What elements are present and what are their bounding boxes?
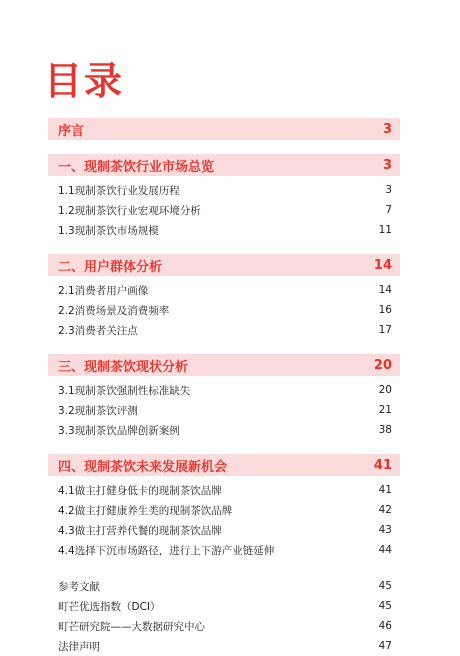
toc-entry-research-institute[interactable]	[48, 616, 400, 636]
section-page: 20	[373, 357, 392, 373]
entry-label: 4.3做主打营养代餐的现制茶饮品牌	[58, 524, 222, 537]
section-page: 41	[373, 457, 392, 473]
entry-page: 47	[378, 640, 392, 652]
entry-label: 3.2现制茶饮评测	[58, 404, 138, 417]
section-page: 3	[382, 157, 392, 173]
entry-label: 4.2做主打健康养生类的现制茶饮品牌	[58, 504, 233, 517]
toc-entry-legal[interactable]	[48, 636, 400, 656]
toc-entry[interactable]	[48, 200, 400, 220]
toc-section-2[interactable]	[48, 254, 400, 276]
entry-page: 21	[378, 404, 392, 416]
entry-label: 1.2现制茶饮行业宏观环境分析	[58, 204, 201, 217]
entry-page: 45	[378, 600, 392, 612]
entry-page: 7	[385, 204, 392, 216]
entry-label: 2.2消费场景及消费频率	[58, 304, 170, 317]
section-page: 14	[373, 257, 392, 273]
toc-entry[interactable]	[48, 300, 400, 320]
entry-label: 1.1现制茶饮行业发展历程	[58, 184, 180, 197]
table-of-contents	[48, 118, 400, 656]
entry-page: 38	[378, 424, 392, 436]
entry-page: 14	[378, 284, 392, 296]
toc-entry[interactable]	[48, 520, 400, 540]
entry-page: 16	[378, 304, 392, 316]
entry-label: 3.3现制茶饮品牌创新案例	[58, 424, 180, 437]
entry-label: 町芒研究院——大数据研究中心	[58, 620, 205, 633]
entry-label: 1.3现制茶饮市场规模	[58, 224, 159, 237]
section-title: 序言	[58, 123, 85, 139]
section-title: 三、现制茶饮现状分析	[58, 359, 189, 375]
entry-label: 2.1消费者用户画像	[58, 284, 149, 297]
entry-page: 45	[378, 580, 392, 592]
toc-entry[interactable]	[48, 500, 400, 520]
entry-page: 11	[378, 224, 392, 236]
section-title: 二、用户群体分析	[58, 259, 163, 275]
toc-entry[interactable]	[48, 180, 400, 200]
entry-label: 4.1做主打健身低卡的现制茶饮品牌	[58, 484, 222, 497]
toc-entry[interactable]	[48, 380, 400, 400]
section-page: 3	[382, 121, 392, 137]
entry-page: 42	[378, 504, 392, 516]
toc-entry[interactable]	[48, 480, 400, 500]
entry-label: 2.3消费者关注点	[58, 324, 138, 337]
entry-label: 町芒优选指数（DCI）	[58, 600, 161, 613]
entry-page: 43	[378, 524, 392, 536]
toc-entry[interactable]	[48, 420, 400, 440]
entry-page: 46	[378, 620, 392, 632]
toc-section-4[interactable]	[48, 454, 400, 476]
toc-entry[interactable]	[48, 320, 400, 340]
toc-entry[interactable]	[48, 540, 400, 560]
toc-entry[interactable]	[48, 280, 400, 300]
toc-entry[interactable]	[48, 220, 400, 240]
entry-label: 3.1现制茶饮强制性标准缺失	[58, 384, 191, 397]
entry-page: 41	[378, 484, 392, 496]
toc-entry[interactable]	[48, 400, 400, 420]
section-title: 一、现制茶饮行业市场总览	[58, 159, 215, 175]
toc-appendix	[48, 576, 400, 656]
page-title: 目录	[44, 59, 125, 103]
toc-entry-references[interactable]	[48, 576, 400, 596]
entry-label: 4.4选择下沉市场路径，进行上下游产业链延伸	[58, 544, 275, 557]
toc-entry-dci[interactable]	[48, 596, 400, 616]
toc-section-1[interactable]	[48, 154, 400, 176]
entry-page: 20	[378, 384, 392, 396]
toc-section-3[interactable]	[48, 354, 400, 376]
entry-label: 法律声明	[58, 640, 100, 653]
entry-page: 3	[385, 184, 392, 196]
entry-page: 17	[378, 324, 392, 336]
toc-section-preface[interactable]	[48, 118, 400, 140]
entry-label: 参考文献	[58, 580, 100, 593]
entry-page: 44	[378, 544, 392, 556]
section-title: 四、现制茶饮未来发展新机会	[58, 459, 228, 475]
